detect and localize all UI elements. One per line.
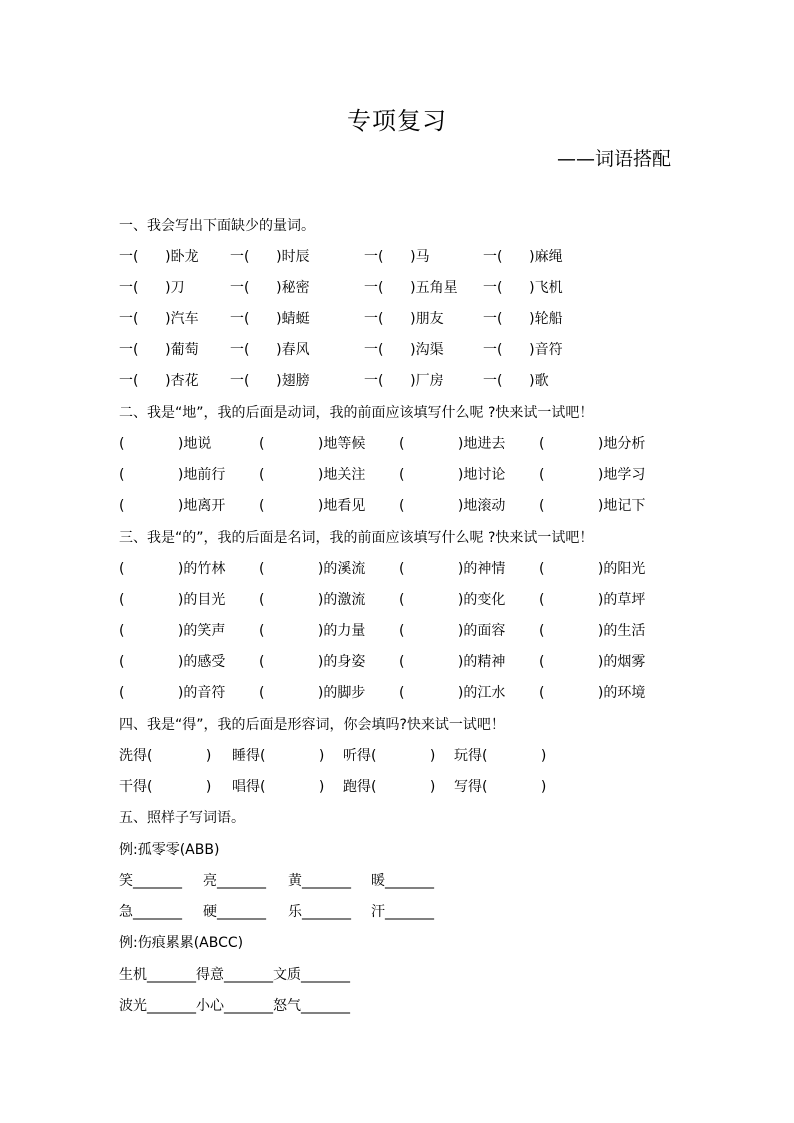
measure-word-blank[interactable]: 一( )音符 (483, 342, 563, 358)
section5-heading: 五、照样子写词语。 (119, 810, 245, 826)
adjective-blank[interactable]: ( )的阳光 (539, 561, 646, 577)
section1-heading: 一、我会写出下面缺少的量词。 (119, 218, 315, 234)
adjective-blank[interactable]: ( )的溪流 (259, 561, 366, 577)
adjective-blank[interactable]: ( )的精神 (399, 654, 506, 670)
complement-blank[interactable]: 睡得( ) (232, 748, 325, 764)
adjective-blank[interactable]: ( )的激流 (259, 592, 366, 608)
complement-blank[interactable]: 玩得( ) (454, 748, 547, 764)
adjective-blank[interactable]: ( )的笑声 (119, 623, 226, 639)
abb-blank[interactable]: 笑_______ (119, 873, 182, 889)
measure-word-blank[interactable]: 一( )轮船 (483, 311, 563, 327)
page-title: 专项复习 (347, 107, 447, 135)
measure-word-blank[interactable]: 一( )朋友 (364, 311, 444, 327)
abb-blank[interactable]: 暖_______ (371, 873, 434, 889)
adjective-blank[interactable]: ( )的草坪 (539, 592, 646, 608)
measure-word-blank[interactable]: 一( )马 (364, 249, 430, 265)
adverb-blank[interactable]: ( )地进去 (399, 436, 506, 452)
measure-word-blank[interactable]: 一( )卧龙 (119, 249, 199, 265)
adverb-blank[interactable]: ( )地等候 (259, 436, 366, 452)
abb-example: 例:孤零零(ABB) (119, 842, 220, 858)
adverb-blank[interactable]: ( )地看见 (259, 498, 366, 514)
adjective-blank[interactable]: ( )的身姿 (259, 654, 366, 670)
measure-word-blank[interactable]: 一( )时辰 (230, 249, 310, 265)
adjective-blank[interactable]: ( )的神情 (399, 561, 506, 577)
adverb-blank[interactable]: ( )地前行 (119, 467, 226, 483)
adjective-blank[interactable]: ( )的目光 (119, 592, 226, 608)
complement-blank[interactable]: 洗得( ) (119, 748, 212, 764)
abb-blank[interactable]: 亮_______ (203, 873, 266, 889)
section2-heading: 二、我是“地”，我的后面是动词，我的前面应该填写什么呢 ?快来试一试吧！ (119, 405, 594, 421)
adverb-blank[interactable]: ( )地说 (119, 436, 212, 452)
abb-blank[interactable]: 黄_______ (288, 873, 351, 889)
measure-word-blank[interactable]: 一( )葡萄 (119, 342, 199, 358)
complement-blank[interactable]: 跑得( ) (343, 779, 436, 795)
adverb-blank[interactable]: ( )地分析 (539, 436, 646, 452)
section4-heading: 四、我是“得”，我的后面是形容词，你会填吗?快来试一试吧！ (119, 717, 505, 733)
adverb-blank[interactable]: ( )地记下 (539, 498, 646, 514)
measure-word-blank[interactable]: 一( )五角星 (364, 280, 458, 296)
measure-word-blank[interactable]: 一( )蜻蜓 (230, 311, 310, 327)
measure-word-blank[interactable]: 一( )刀 (119, 280, 185, 296)
measure-word-blank[interactable]: 一( )翅膀 (230, 373, 310, 389)
adverb-blank[interactable]: ( )地关注 (259, 467, 366, 483)
adjective-blank[interactable]: ( )的烟雾 (539, 654, 646, 670)
adjective-blank[interactable]: ( )的音符 (119, 685, 226, 701)
adjective-blank[interactable]: ( )的脚步 (259, 685, 366, 701)
abb-blank[interactable]: 乐_______ (288, 904, 351, 920)
measure-word-blank[interactable]: 一( )歌 (483, 373, 549, 389)
page-subtitle: ——词语搭配 (556, 148, 671, 170)
adjective-blank[interactable]: ( )的力量 (259, 623, 366, 639)
adjective-blank[interactable]: ( )的变化 (399, 592, 506, 608)
adjective-blank[interactable]: ( )的竹林 (119, 561, 226, 577)
measure-word-blank[interactable]: 一( )春风 (230, 342, 310, 358)
abcc-example: 例:伤痕累累(ABCC) (119, 935, 244, 951)
measure-word-blank[interactable]: 一( )汽车 (119, 311, 199, 327)
complement-blank[interactable]: 唱得( ) (232, 779, 325, 795)
measure-word-blank[interactable]: 一( )厂房 (364, 373, 444, 389)
adverb-blank[interactable]: ( )地讨论 (399, 467, 506, 483)
abcc-blank-row[interactable]: 生机_______得意_______文质_______ (119, 967, 350, 983)
adjective-blank[interactable]: ( )的面容 (399, 623, 506, 639)
measure-word-blank[interactable]: 一( )麻绳 (483, 249, 563, 265)
adjective-blank[interactable]: ( )的江水 (399, 685, 506, 701)
measure-word-blank[interactable]: 一( )飞机 (483, 280, 563, 296)
adjective-blank[interactable]: ( )的环境 (539, 685, 646, 701)
abb-blank[interactable]: 急_______ (119, 904, 182, 920)
adverb-blank[interactable]: ( )地离开 (119, 498, 226, 514)
section3-heading: 三、我是“的”，我的后面是名词，我的前面应该填写什么呢 ?快来试一试吧！ (119, 530, 594, 546)
adjective-blank[interactable]: ( )的感受 (119, 654, 226, 670)
abcc-blank-row[interactable]: 波光_______小心_______怒气_______ (119, 998, 350, 1014)
adjective-blank[interactable]: ( )的生活 (539, 623, 646, 639)
abb-blank[interactable]: 汗_______ (371, 904, 434, 920)
measure-word-blank[interactable]: 一( )杏花 (119, 373, 199, 389)
complement-blank[interactable]: 听得( ) (343, 748, 436, 764)
measure-word-blank[interactable]: 一( )沟渠 (364, 342, 444, 358)
complement-blank[interactable]: 写得( ) (454, 779, 547, 795)
adverb-blank[interactable]: ( )地滚动 (399, 498, 506, 514)
complement-blank[interactable]: 干得( ) (119, 779, 212, 795)
measure-word-blank[interactable]: 一( )秘密 (230, 280, 310, 296)
abb-blank[interactable]: 硬_______ (203, 904, 266, 920)
adverb-blank[interactable]: ( )地学习 (539, 467, 646, 483)
